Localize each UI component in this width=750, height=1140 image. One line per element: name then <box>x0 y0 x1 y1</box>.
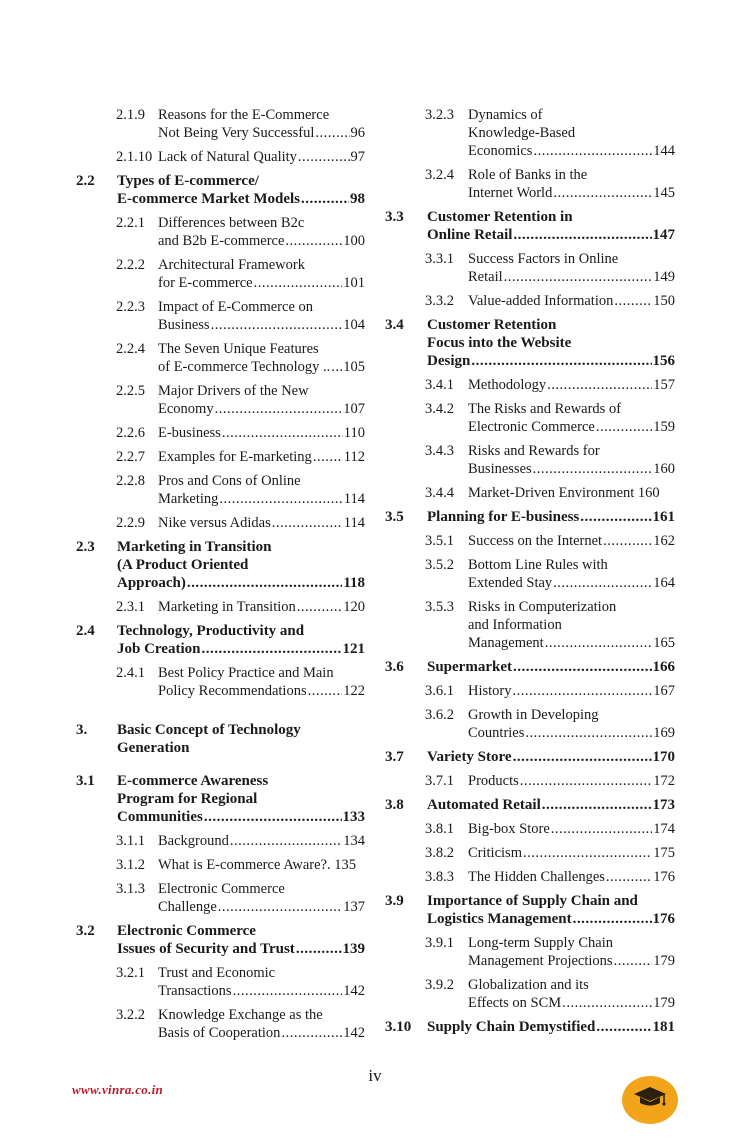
toc-entry-number: 3.3 <box>385 209 404 225</box>
toc-entry-title: Dynamics of <box>468 107 543 123</box>
toc-entry-title: Best Policy Practice and Main <box>158 665 334 681</box>
dot-leader <box>603 532 652 550</box>
dot-leader <box>297 598 342 616</box>
toc-entry-title: E-business <box>158 425 221 441</box>
toc-entry-page: 105 <box>343 359 365 375</box>
toc-entry-page: 114 <box>343 491 365 507</box>
toc-entry-page: 100 <box>343 233 365 249</box>
dot-leader <box>222 424 343 442</box>
toc-entry-page: 156 <box>652 353 675 369</box>
toc-entry-title: Success Factors in Online <box>468 251 619 267</box>
dot-leader <box>315 124 349 142</box>
dot-leader <box>471 352 651 370</box>
toc-entry-number: 3.4.3 <box>425 443 454 459</box>
toc-entry-title: Effects on SCM <box>468 995 562 1011</box>
toc-entry-number: 3.5.2 <box>425 557 454 573</box>
toc-entry-title: Importance of Supply Chain and <box>427 893 638 909</box>
dot-leader <box>230 832 342 850</box>
toc-entry-number: 3.5.3 <box>425 599 454 615</box>
toc-entry-title: Businesses <box>468 461 532 477</box>
toc-entry-title: Retail <box>468 269 503 285</box>
dot-leader <box>233 982 343 1000</box>
toc-entry-title: Issues of Security and Trust <box>117 941 295 957</box>
toc-entry-title: Nike versus Adidas <box>158 515 271 531</box>
toc-entry-page: 107 <box>343 401 365 417</box>
toc-entry-title: Transactions <box>158 983 232 999</box>
dot-leader <box>520 772 653 790</box>
dot-leader <box>219 490 342 508</box>
toc-entry-title: Value-added Information <box>468 293 614 309</box>
dot-leader <box>596 418 652 436</box>
toc-entry-title: Impact of E-Commerce on <box>158 299 314 315</box>
toc-entry-title: Communities <box>117 809 203 825</box>
dot-leader <box>573 910 652 928</box>
toc-entry-number: 3.7.1 <box>425 773 454 789</box>
toc-entry-title: for E-commerce <box>158 275 253 291</box>
toc-entry-title: Not Being Very Successful <box>158 125 315 141</box>
dot-leader <box>201 640 341 658</box>
toc-entry-number: 2.1.10 <box>116 149 153 165</box>
toc-entry-number: 3. <box>76 722 88 738</box>
toc-entry-title: Generation <box>117 740 190 756</box>
toc-entry-page: 169 <box>653 725 675 741</box>
toc-entry-title: Countries <box>468 725 525 741</box>
dot-leader <box>285 232 342 250</box>
toc-entry-page: 147 <box>652 227 675 243</box>
toc-entry-title: Market-Driven Environment 160 <box>468 485 660 501</box>
toc-entry-page: 170 <box>652 749 675 765</box>
toc-entry-page: 173 <box>652 797 675 813</box>
toc-entry-number: 2.2.9 <box>116 515 145 531</box>
toc-entry-number: 2.2.5 <box>116 383 145 399</box>
toc-entry-page: 157 <box>653 377 675 393</box>
toc-entry-title: Management Projections <box>468 953 613 969</box>
dot-leader <box>533 142 652 160</box>
toc-entry-number: 3.9.1 <box>425 935 454 951</box>
toc-entry-number: 2.2.2 <box>116 257 145 273</box>
toc-entry-number: 3.3.2 <box>425 293 454 309</box>
toc-entry-page: 179 <box>653 953 675 969</box>
toc-entry-title: and Information <box>468 617 562 633</box>
toc-entry-page: 121 <box>342 641 365 657</box>
toc-entry-title: Success on the Internet <box>468 533 603 549</box>
toc-entry-title: The Risks and Rewards of <box>468 401 622 417</box>
toc-entry-title: The Hidden Challenges <box>468 869 605 885</box>
dot-leader <box>523 844 652 862</box>
dot-leader <box>187 574 342 592</box>
toc-entry-title: (A Product Oriented <box>117 557 249 573</box>
toc-entry-page: 159 <box>653 419 675 435</box>
toc-entry-page: 176 <box>652 911 675 927</box>
toc-entry-number: 2.4.1 <box>116 665 145 681</box>
toc-entry-number: 2.4 <box>76 623 95 639</box>
toc-entry-title: Job Creation <box>117 641 201 657</box>
toc-entry-number: 3.7 <box>385 749 404 765</box>
toc-entry-number: 3.6.1 <box>425 683 454 699</box>
toc-entry-title: Electronic Commerce <box>117 923 256 939</box>
dot-leader <box>551 820 652 838</box>
toc-entry-title: Basis of Cooperation <box>158 1025 281 1041</box>
toc-entry-title: E-commerce Awareness <box>117 773 269 789</box>
toc-entry-page: 144 <box>653 143 675 159</box>
toc-entry-title: Trust and Economic <box>158 965 276 981</box>
dot-leader <box>580 508 651 526</box>
dot-leader <box>542 796 652 814</box>
toc-entry-number: 2.2.4 <box>116 341 145 357</box>
toc-entry-title: Marketing in Transition <box>158 599 296 615</box>
toc-entry-title: Internet World <box>468 185 553 201</box>
toc-entry-page: 120 <box>343 599 365 615</box>
dot-leader <box>596 1018 651 1036</box>
toc-entry-title: Electronic Commerce <box>158 881 285 897</box>
toc-entry-title: Products <box>468 773 519 789</box>
toc-entry-title: Approach) <box>117 575 186 591</box>
toc-entry-number: 3.2.4 <box>425 167 454 183</box>
toc-entry-title: Management <box>468 635 544 651</box>
toc-entry-page: 150 <box>653 293 675 309</box>
toc-entry-page: 165 <box>653 635 675 651</box>
toc-entry-number: 2.2.8 <box>116 473 145 489</box>
toc-entry-number: 2.2.7 <box>116 449 145 465</box>
toc-entry-number: 3.5 <box>385 509 404 525</box>
toc-entry-number: 3.3.1 <box>425 251 454 267</box>
toc-entry-page: 145 <box>653 185 675 201</box>
toc-entry-page: 97 <box>350 149 365 165</box>
toc-entry-number: 3.4.1 <box>425 377 454 393</box>
dot-leader <box>313 448 343 466</box>
toc-entry-number: 3.9 <box>385 893 404 909</box>
toc-entry-number: 3.1.3 <box>116 881 145 897</box>
toc-entry-title: Customer Retention <box>427 317 557 333</box>
toc-entry-page: 133 <box>342 809 365 825</box>
graduation-cap-icon <box>632 1085 668 1109</box>
toc-entry-title: Architectural Framework <box>158 257 305 273</box>
toc-entry-page: 176 <box>653 869 675 885</box>
dot-leader <box>614 292 652 310</box>
dot-leader <box>513 748 652 766</box>
toc-entry-title: Risks and Rewards for <box>468 443 600 459</box>
toc-entry-page: 162 <box>653 533 675 549</box>
toc-entry-title: Marketing in Transition <box>117 539 272 555</box>
toc-entry-number: 3.9.2 <box>425 977 454 993</box>
toc-entry-title: Technology, Productivity and <box>117 623 305 639</box>
toc-entry-number: 3.1.1 <box>116 833 145 849</box>
toc-entry-title: Major Drivers of the New <box>158 383 309 399</box>
toc-entry-number: 3.5.1 <box>425 533 454 549</box>
toc-entry-number: 3.2.1 <box>116 965 145 981</box>
toc-entry-number: 3.10 <box>385 1019 412 1035</box>
dot-leader <box>308 682 343 700</box>
toc-entry-title: and B2b E-commerce <box>158 233 285 249</box>
toc-entry-title: Differences between B2c <box>158 215 305 231</box>
toc-entry-title: Challenge <box>158 899 217 915</box>
toc-entry-title: Economics <box>468 143 533 159</box>
toc-entry-page: 104 <box>343 317 365 333</box>
toc-entry-page: 118 <box>343 575 365 591</box>
toc-entry-page: 142 <box>343 983 365 999</box>
toc-entry-page: 114 <box>343 515 365 531</box>
toc-entry-number: 3.4.4 <box>425 485 454 501</box>
toc-entry-title: Long-term Supply Chain <box>468 935 613 951</box>
toc-entry-page: 142 <box>343 1025 365 1041</box>
toc-entry-title: Supermarket <box>427 659 512 675</box>
toc-entry-number: 3.8.3 <box>425 869 454 885</box>
dot-leader <box>272 514 343 532</box>
toc-entry-title: The Seven Unique Features <box>158 341 319 357</box>
dot-leader <box>331 358 342 376</box>
toc-entry-number: 2.3 <box>76 539 95 555</box>
toc-entry-title: Design <box>427 353 471 369</box>
toc-entry-page: 137 <box>343 899 365 915</box>
dot-leader <box>562 994 652 1012</box>
dot-leader <box>553 574 652 592</box>
toc-entry-title: Business <box>158 317 210 333</box>
toc-entry-title: Knowledge Exchange as the <box>158 1007 323 1023</box>
toc-entry-number: 2.2.3 <box>116 299 145 315</box>
toc-entry-title: Role of Banks in the <box>468 167 588 183</box>
toc-entry-title: What is E-commerce Aware?. 135 <box>158 857 356 873</box>
dot-leader <box>525 724 652 742</box>
toc-entry-number: 3.8 <box>385 797 404 813</box>
toc-entry-title: Focus into the Website <box>427 335 572 351</box>
toc-entry-number: 3.8.1 <box>425 821 454 837</box>
dot-leader <box>545 634 653 652</box>
toc-entry-number: 3.6 <box>385 659 404 675</box>
dot-leader <box>614 952 653 970</box>
dot-leader <box>553 184 652 202</box>
dot-leader <box>513 658 652 676</box>
toc-entry-title: Pros and Cons of Online <box>158 473 301 489</box>
toc-entry-title: Extended Stay <box>468 575 553 591</box>
toc-entry-number: 3.2.3 <box>425 107 454 123</box>
toc-entry-page: 96 <box>350 125 365 141</box>
toc-entry-title: Supply Chain Demystified <box>427 1019 596 1035</box>
toc-entry-page: 161 <box>652 509 675 525</box>
dot-leader <box>298 148 350 166</box>
toc-entry-title: Growth in Developing <box>468 707 599 723</box>
toc-entry-number: 3.8.2 <box>425 845 454 861</box>
dot-leader <box>296 940 342 958</box>
toc-entry-title: Policy Recommendations <box>158 683 307 699</box>
toc-entry-page: 175 <box>653 845 675 861</box>
toc-entry-title: Customer Retention in <box>427 209 573 225</box>
toc-entry-title: Logistics Management <box>427 911 572 927</box>
toc-entry-page: 166 <box>652 659 675 675</box>
toc-entry-number: 2.2.6 <box>116 425 145 441</box>
toc-entry-page: 164 <box>653 575 675 591</box>
toc-entry-title: Globalization and its <box>468 977 589 993</box>
footer-url[interactable]: www.vinra.co.in <box>72 1082 164 1097</box>
toc-entry-number: 3.1 <box>76 773 95 789</box>
toc-entry-title: Criticism <box>468 845 522 861</box>
toc-entry-number: 3.4 <box>385 317 404 333</box>
toc-entry-page: 160 <box>653 461 675 477</box>
toc-entry-number: 2.2.1 <box>116 215 145 231</box>
toc-entry-title: Basic Concept of Technology <box>117 722 301 738</box>
toc-entry-page: 149 <box>653 269 675 285</box>
toc-entry-page: 181 <box>652 1019 675 1035</box>
dot-leader <box>218 898 342 916</box>
toc-entry-title: Big-box Store <box>468 821 550 837</box>
toc-entry-title: Knowledge-Based <box>468 125 576 141</box>
dot-leader <box>547 376 652 394</box>
dot-leader <box>204 808 342 826</box>
dot-leader <box>281 1024 342 1042</box>
toc-entry-title: E-commerce Market Models <box>117 191 300 207</box>
dot-leader <box>606 868 652 886</box>
toc-entry-title: Electronic Commerce <box>468 419 595 435</box>
toc-entry-title: Variety Store <box>427 749 512 765</box>
toc-entry-title: Lack of Natural Quality <box>158 149 297 165</box>
toc-entry-title: of E-commerce Technology .. <box>158 359 331 375</box>
toc-entry-page: 110 <box>343 425 365 441</box>
toc-entry-number: 2.3.1 <box>116 599 145 615</box>
toc-entry-number: 2.1.9 <box>116 107 145 123</box>
toc-entry-number: 3.6.2 <box>425 707 454 723</box>
toc-entry-title: Online Retail <box>427 227 513 243</box>
toc-entry-number: 3.2 <box>76 923 95 939</box>
toc-entry-title: Examples for E-marketing <box>158 449 312 465</box>
toc-entry-number: 3.1.2 <box>116 857 145 873</box>
toc-entry-page: 101 <box>343 275 365 291</box>
toc-entry-page: 167 <box>653 683 675 699</box>
toc-entry-title: Planning for E-business <box>427 509 580 525</box>
dot-leader <box>513 226 651 244</box>
dot-leader <box>254 274 343 292</box>
dot-leader <box>215 400 343 418</box>
dot-leader <box>211 316 343 334</box>
dot-leader <box>513 682 653 700</box>
toc-entry-page: 174 <box>653 821 675 837</box>
toc-entry-page: 179 <box>653 995 675 1011</box>
toc-entry-number: 3.2.2 <box>116 1007 145 1023</box>
dot-leader <box>301 190 349 208</box>
toc-entry-number: 2.2 <box>76 173 95 189</box>
publisher-logo <box>622 1076 678 1124</box>
toc-entry-page: 98 <box>350 191 365 207</box>
toc-entry-title: Methodology <box>468 377 547 393</box>
toc-entry-title: Economy <box>158 401 214 417</box>
toc-entry-page: 134 <box>343 833 365 849</box>
toc-entry-number: 3.4.2 <box>425 401 454 417</box>
toc-entry-page: 139 <box>342 941 365 957</box>
toc-entry-title: Bottom Line Rules with <box>468 557 608 573</box>
page-number: iv <box>368 1066 382 1085</box>
dot-leader <box>504 268 653 286</box>
toc-entry-title: Types of E-commerce/ <box>117 173 259 189</box>
toc-entry-title: Marketing <box>158 491 219 507</box>
toc-entry-title: Reasons for the E-Commerce <box>158 107 330 123</box>
toc-entry-title: Automated Retail <box>427 797 541 813</box>
toc-entry-page: 172 <box>653 773 675 789</box>
toc-entry-title: Program for Regional <box>117 791 258 807</box>
toc-entry-title: History <box>468 683 512 699</box>
dot-leader <box>533 460 653 478</box>
toc-entry-page: 112 <box>343 449 365 465</box>
toc-entry-title: Risks in Computerization <box>468 599 617 615</box>
toc-entry-page: 122 <box>343 683 365 699</box>
toc-entry-title: Background <box>158 833 229 849</box>
